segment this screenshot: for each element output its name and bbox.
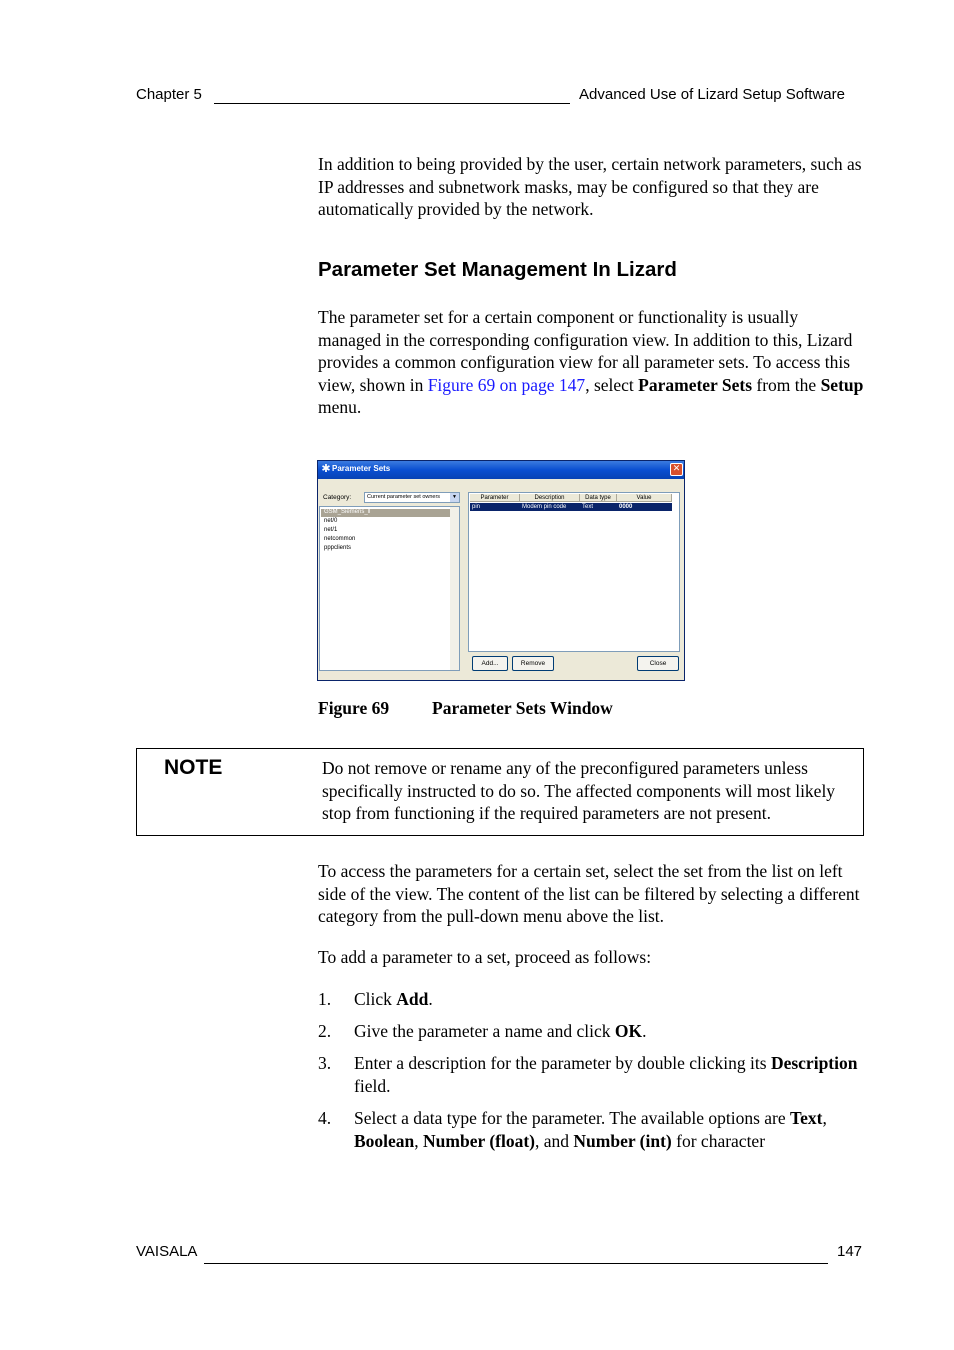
para2-text-b: , select [585, 374, 639, 395]
step-text-part: for character [671, 1130, 766, 1151]
chevron-down-icon[interactable]: ▼ [450, 493, 459, 502]
parameter-set-list[interactable] [319, 506, 460, 671]
list-item[interactable]: net/0 [324, 518, 338, 524]
step-bold: OK [614, 1021, 643, 1041]
list-item[interactable]: netcommon [324, 536, 356, 542]
step-text [354, 1052, 864, 1097]
step-number: 4. [318, 1108, 332, 1128]
add-button[interactable]: Add... [472, 656, 508, 671]
cell-value[interactable]: 0000 [619, 504, 633, 510]
step-text-part: . [428, 989, 433, 1009]
column-header-data-type[interactable]: Data type [580, 494, 617, 502]
note-label: NOTE [164, 756, 223, 779]
list-scrollbar[interactable] [450, 507, 459, 670]
paragraph-parameter-sets [318, 306, 864, 419]
list-item[interactable]: net/1 [324, 527, 338, 533]
app-icon: ✱ [321, 463, 331, 475]
para2-text-a: The parameter set for a certain component or functionality is usually managed in the corresponding configuration view. In addition to this, Lizard provides a common configuration view for all parameter sets. To access this view, shown in [318, 307, 853, 395]
category-dropdown[interactable] [364, 492, 460, 503]
paragraph-access-parameters: To access the parameters for a certain set, select the set from the list on left side of the view. The content of the list can be filtered by selecting a different category from the pull-down menu above the list. [318, 861, 860, 926]
header-section: Advanced Use of Lizard Setup Software [579, 86, 845, 103]
window-titlebar [318, 461, 684, 479]
step-text [354, 1020, 864, 1043]
step-text-part: Enter a description for the parameter by double clicking its [354, 1053, 771, 1073]
paragraph-add-parameter: To add a parameter to a set, proceed as follows: [318, 947, 652, 967]
step-text-part: , [822, 1108, 827, 1128]
close-button[interactable]: Close [637, 656, 679, 671]
list-item[interactable]: GSM_Siemens_ll [324, 509, 371, 515]
figure-number: Figure 69 [318, 698, 390, 718]
column-header-value[interactable]: Value [617, 494, 672, 502]
figure-link[interactable]: Figure 69 on page 147 [427, 374, 586, 395]
window-title: Parameter Sets [332, 464, 391, 473]
table-row[interactable] [470, 503, 672, 511]
footer-rule [204, 1263, 828, 1264]
cell-parameter[interactable]: pin [472, 504, 481, 510]
footer-brand: VAISALA [136, 1243, 198, 1260]
list-item[interactable]: pppclients [324, 545, 352, 551]
figure-title: Parameter Sets Window [432, 698, 613, 718]
step-text-part: Click [354, 989, 397, 1009]
step-text [354, 988, 864, 1011]
category-value: Current parameter set owners [367, 494, 441, 500]
step-bold: Description [770, 1053, 858, 1073]
para2-bold-setup: Setup [820, 374, 864, 395]
step-bold: Text [790, 1108, 823, 1128]
para2-bold-parameter-sets: Parameter Sets [638, 374, 753, 395]
parameter-sets-window [317, 460, 685, 681]
para2-text-d: menu. [318, 397, 362, 417]
step-number: 3. [318, 1053, 332, 1073]
intro-paragraph: In addition to being provided by the user, certain network parameters, such as IP addresses and subnetwork masks, may be configured so that they are automatically provided by the network. [318, 154, 862, 219]
step-bold: Number (float) [423, 1130, 535, 1151]
column-header-description[interactable]: Description [520, 494, 580, 502]
category-label: Category: [323, 494, 352, 501]
step-text-part: , [414, 1130, 424, 1151]
remove-button[interactable]: Remove [512, 656, 554, 671]
header-rule [214, 103, 570, 104]
header-chapter: Chapter 5 [136, 86, 202, 103]
step-text-part: . [642, 1021, 647, 1041]
cell-description[interactable]: Modem pin code [522, 504, 567, 510]
step-text-part: Select a data type for the parameter. The available options are [354, 1108, 791, 1128]
step-bold: Number (int) [573, 1130, 672, 1151]
step-text-part: , and [535, 1130, 574, 1151]
step-text-part: field. [354, 1075, 391, 1096]
section-heading: Parameter Set Management In Lizard [318, 258, 677, 281]
step-text-part: Give the parameter a name and click [354, 1021, 615, 1041]
step-text [354, 1107, 864, 1152]
step-bold: Add [396, 989, 429, 1009]
close-icon[interactable]: ✕ [670, 463, 683, 476]
parameter-grid[interactable] [468, 492, 680, 652]
note-text: Do not remove or rename any of the preconfigured parameters unless specifically instructed to do so. The affected components will most likely stop from functioning if the required parameters are not present. [322, 758, 836, 823]
step-number: 2. [318, 1021, 332, 1041]
step-number: 1. [318, 989, 332, 1009]
para2-text-c: from the [752, 374, 821, 395]
cell-data-type[interactable]: Text [582, 504, 594, 510]
column-header-parameter[interactable]: Parameter [470, 494, 520, 502]
page-number: 147 [837, 1243, 863, 1260]
step-bold: Boolean [354, 1130, 415, 1151]
